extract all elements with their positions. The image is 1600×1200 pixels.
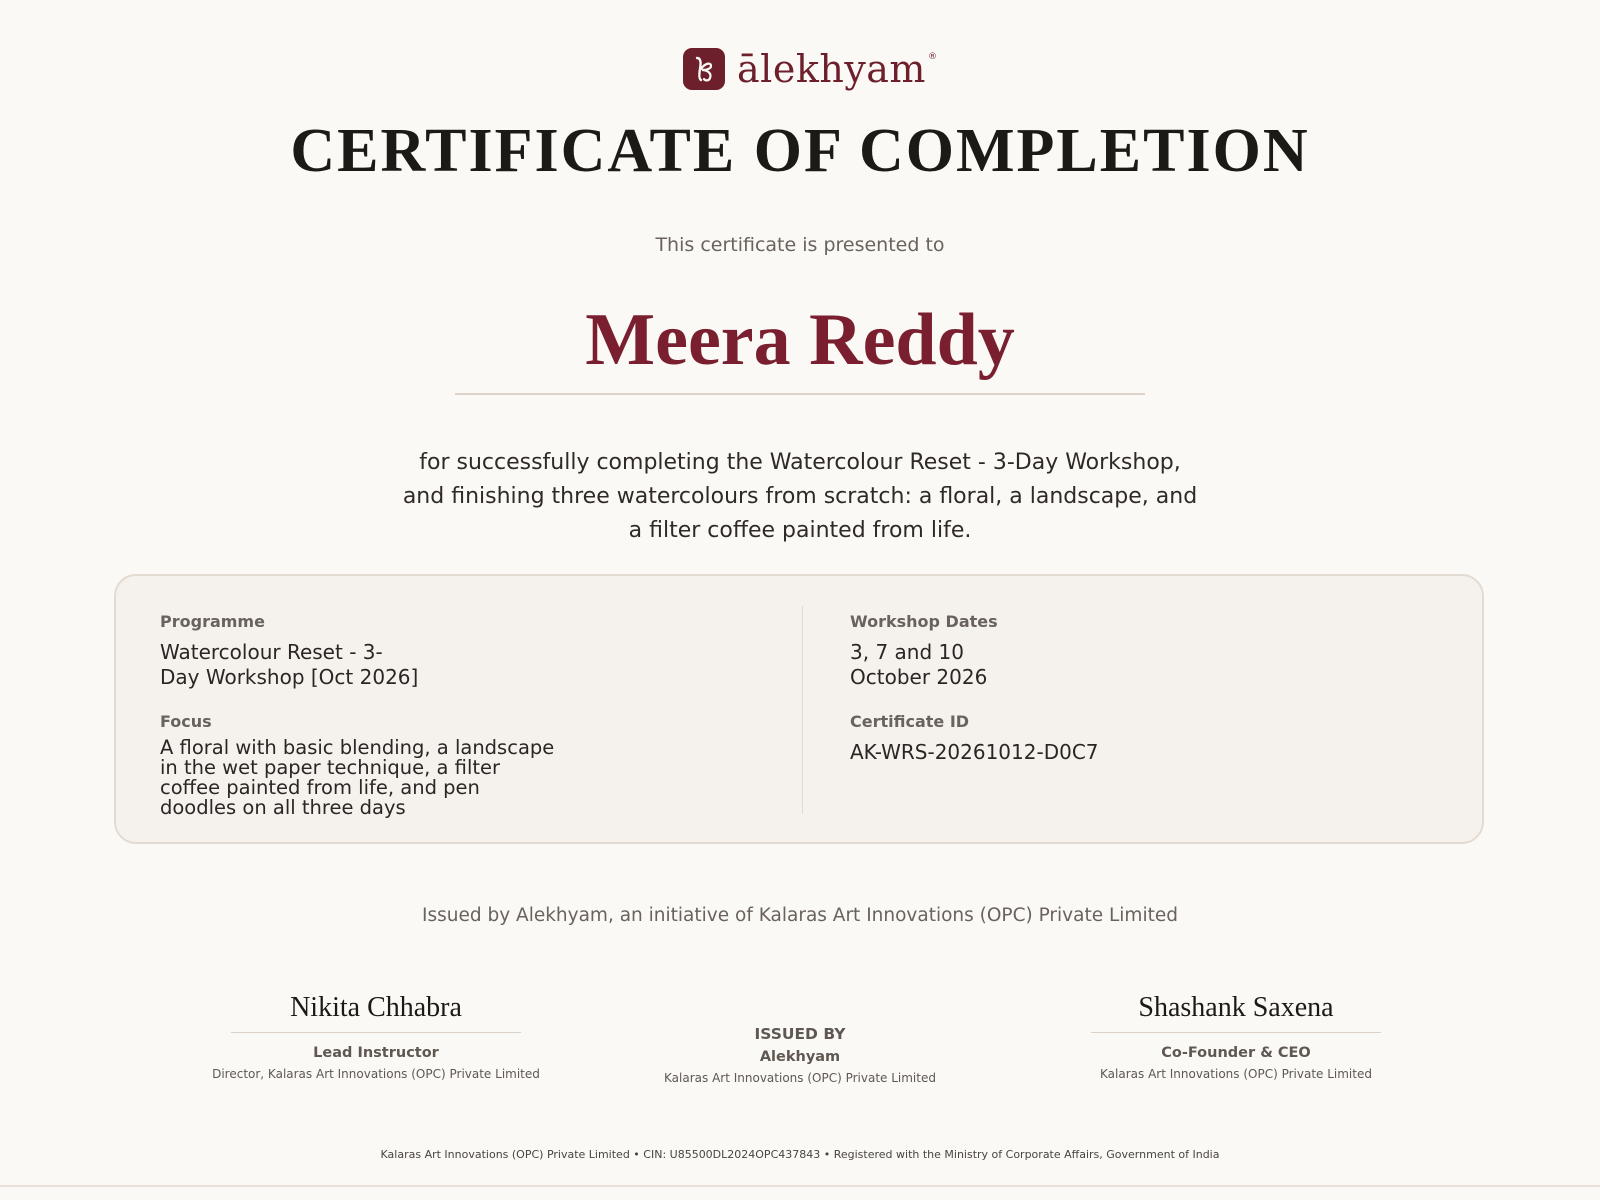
signatory-name: Shashank Saxena [1138, 992, 1334, 1023]
brand-logo [0, 48, 1600, 90]
brand-name: ālekhyam [737, 47, 926, 91]
name-underline [455, 393, 1145, 395]
workshop-dates-label: Workshop Dates [850, 612, 998, 631]
column-divider [802, 606, 803, 814]
issuer-name: Alekhyam [759, 1049, 841, 1065]
focus-label: Focus [160, 712, 212, 731]
details-right-column [850, 612, 1270, 765]
signatory-role: Co-Founder & CEO [1161, 1045, 1311, 1061]
signature-line [1091, 1032, 1381, 1033]
signature-line [231, 1032, 521, 1033]
signatory-role: Lead Instructor [313, 1045, 439, 1061]
recipient-name: Meera Reddy [585, 299, 1015, 381]
legal-footer: Kalaras Art Innovations (OPC) Private Limited • CIN: U85500DL2024OPC437843 • Registered with the Ministry of Corporate Affairs, Government of India [380, 1148, 1220, 1161]
focus-value: A floral with basic blending, a landscape in the wet paper technique, a filter coffee painted from life, and pen doodles on all three days [160, 736, 555, 819]
certificate-id-value: AK-WRS-20261012-D0C7 [850, 740, 1099, 764]
issued-by-label: ISSUED BY [754, 1025, 846, 1043]
presented-to-text: This certificate is presented to [655, 234, 945, 256]
workshop-dates-value: 3, 7 and 10 October 2026 [850, 640, 988, 689]
programme-field [160, 612, 590, 690]
certificate-title: CERTIFICATE OF COMPLETION [290, 117, 1310, 185]
issuer-block [600, 1025, 1000, 1085]
brand-mark-icon [683, 48, 725, 90]
completion-description: for successfully completing the Watercolour Reset - 3-Day Workshop, and finishing three watercolours from scratch: a floral, a landscape, and a filter coffee painted from life. [402, 450, 1198, 543]
details-panel [114, 574, 1484, 844]
focus-field [160, 712, 590, 818]
programme-value: Watercolour Reset - 3-Day Workshop [Oct 2026] [160, 640, 419, 689]
bottom-divider [0, 1185, 1600, 1187]
details-left-column [160, 612, 590, 818]
programme-label: Programme [160, 612, 265, 631]
issued-by-line: Issued by Alekhyam, an initiative of Kalaras Art Innovations (OPC) Private Limited [422, 905, 1178, 926]
certificate-id-field [850, 712, 1270, 765]
signatory-org: Kalaras Art Innovations (OPC) Private Limited [1100, 1067, 1372, 1081]
signature-block-ceo [1066, 990, 1406, 1081]
certificate-id-label: Certificate ID [850, 712, 970, 731]
signature-block-instructor [206, 990, 546, 1081]
registered-mark: ® [927, 52, 937, 62]
signatory-org: Director, Kalaras Art Innovations (OPC) Private Limited [212, 1067, 540, 1081]
issuer-org: Kalaras Art Innovations (OPC) Private Limited [664, 1071, 936, 1085]
signatory-name: Nikita Chhabra [290, 992, 462, 1023]
workshop-dates-field [850, 612, 1270, 690]
